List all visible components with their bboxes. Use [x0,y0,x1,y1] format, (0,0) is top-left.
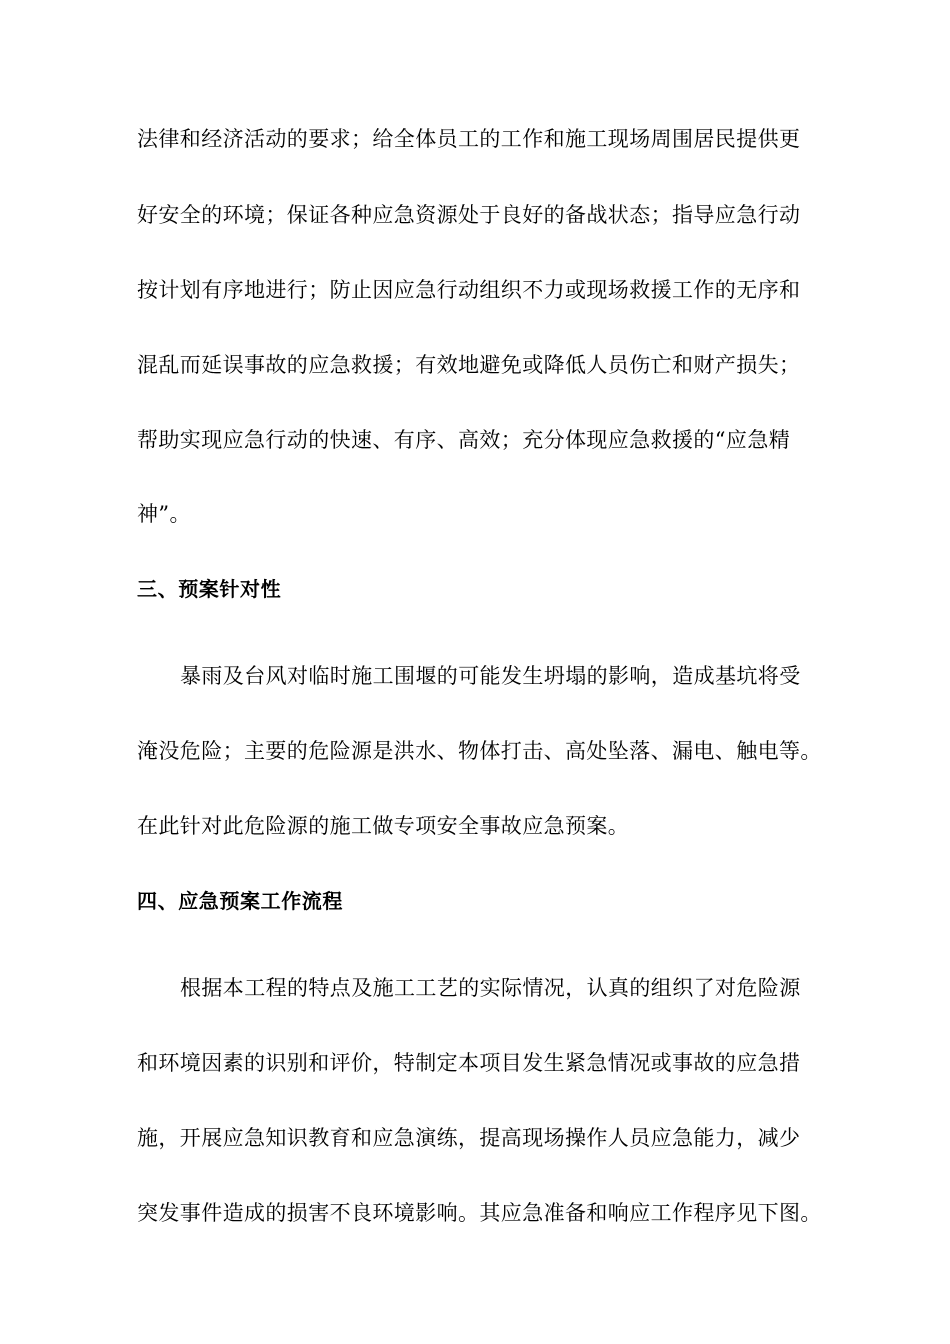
paragraph-line: 根据本工程的特点及施工工艺的实际情况，认真的组织了对危险源 [180,976,801,1000]
paragraph-line: 好安全的环境；保证各种应急资源处于良好的备战状态；指导应急行动 [137,203,801,227]
paragraph-line: 按计划有序地进行；防止因应急行动组织不力或现场救援工作的无序和 [137,278,801,302]
paragraph-line: 淹没危险；主要的危险源是洪水、物体打击、高处坠落、漏电、触电等。 [137,739,822,763]
paragraph-line: 突发事件造成的损害不良环境影响。其应急准备和响应工作程序见下图。 [137,1201,822,1225]
section-heading: 四、应急预案工作流程 [137,889,343,913]
section-heading: 三、预案针对性 [137,577,282,601]
paragraph-line: 在此针对此危险源的施工做专项安全事故应急预案。 [137,814,630,838]
paragraph-line: 暴雨及台风对临时施工围堰的可能发生坍塌的影响，造成基坑将受 [180,664,801,688]
paragraph-line: 法律和经济活动的要求；给全体员工的工作和施工现场周围居民提供更 [137,127,801,151]
paragraph-line: 和环境因素的识别和评价，特制定本项目发生紧急情况或事故的应急措 [137,1051,801,1075]
paragraph-line: 帮助实现应急行动的快速、有序、高效；充分体现应急救援的“应急精 [137,428,791,452]
paragraph-line: 神”。 [137,502,191,526]
paragraph-line: 施，开展应急知识教育和应急演练，提高现场操作人员应急能力，减少 [137,1126,801,1150]
paragraph-line: 混乱而延误事故的应急救援；有效地避免或降低人员伤亡和财产损失； [137,353,801,377]
